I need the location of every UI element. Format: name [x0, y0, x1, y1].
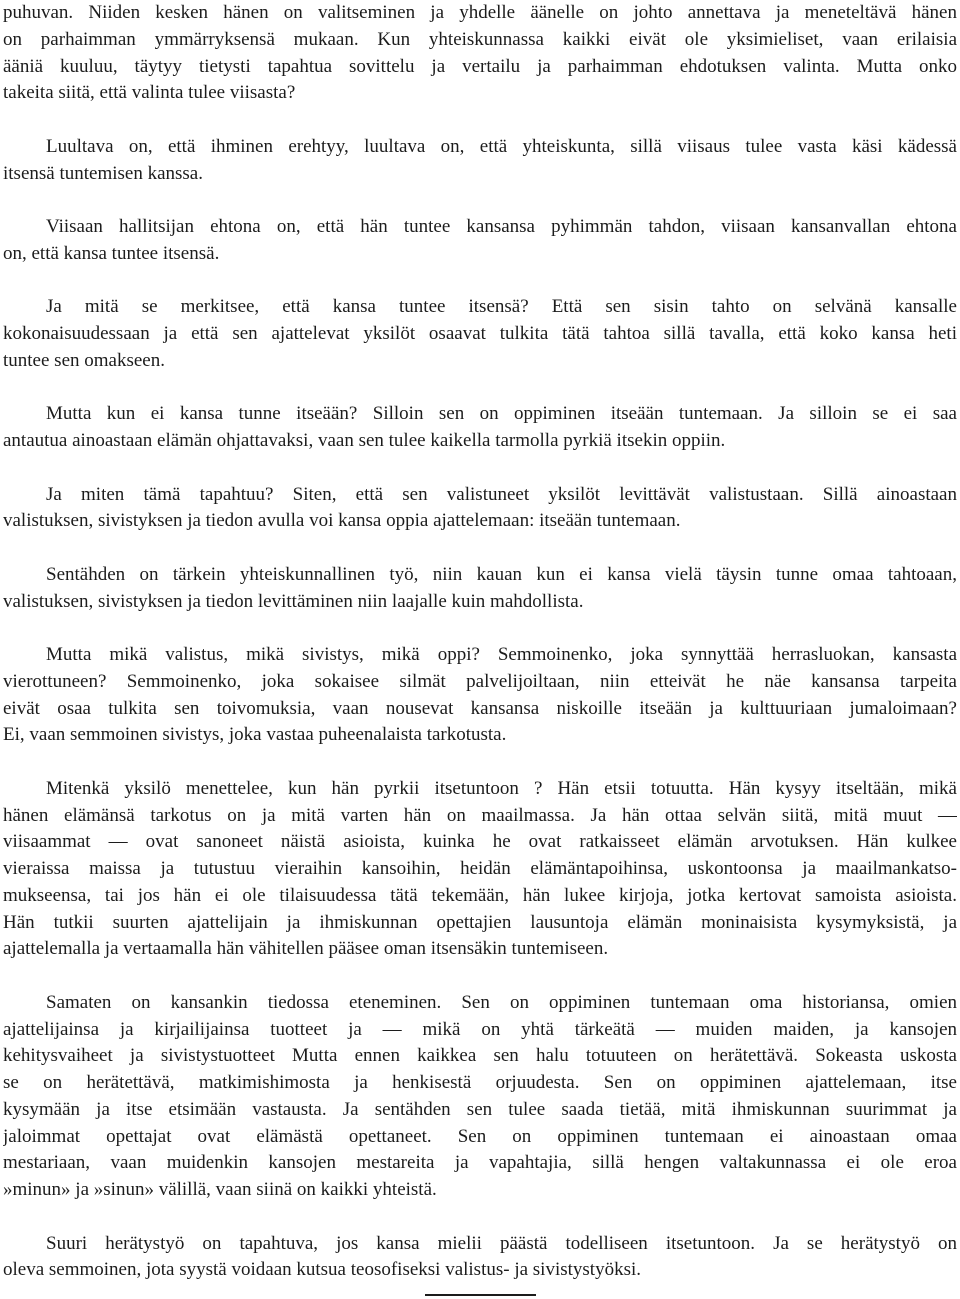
paragraph — [3, 134, 957, 188]
text-line: hänen elämänsä tarkotus on ja mitä varten hän on maailmassa. Ja hän ottaa selvän siitä, mitä muut — — [3, 804, 957, 826]
text-line: Ei, vaan semmoinen sivistys, joka vastaa puheenalaista tarkotusta. — [3, 724, 507, 746]
text-line: »minun» ja »sinun» välillä, vaan siinä on kaikki yhteistä. — [3, 1179, 437, 1200]
paragraph — [3, 642, 957, 749]
text-line: on, että kansa tuntee itsensä. — [3, 242, 220, 264]
paragraph — [3, 776, 957, 963]
text-line: Viisaan hallitsijan ehtona on, että hän tuntee kansansa pyhimmän tahdon, viisaan kansanvallan ehtona — [46, 216, 957, 237]
paragraph — [3, 482, 957, 536]
text-line: Luultava on, että ihminen erehtyy, luultava on, että yhteiskunta, sillä viisaus tulee vasta käsi kädessä — [46, 135, 957, 157]
paragraph — [3, 562, 957, 616]
text-line: itsensä tuntemisen kanssa. — [3, 162, 203, 184]
text-line: antautua ainoastaan elämän ohjattavaksi, vaan sen tulee kaikella tarmolla pyrkiä itsekin oppiin. — [3, 430, 726, 451]
separator-rule — [425, 1294, 536, 1296]
text-line: tuntee sen omakseen. — [3, 349, 165, 371]
text-line: ajattelemalla ja vertaamalla hän vähitellen pääsee oman itsensäkin tuntemiseen. — [3, 938, 609, 960]
text-line: Ja mitä se merkitsee, että kansa tuntee itsensä? Että sen sisin tahto on selvänä kansalle — [46, 296, 957, 318]
text-line: Mitenkä yksilö menettelee, kun hän pyrkii itsetuntoon ? Hän etsii totuutta. Hän kysyy itseltään, mikä — [46, 777, 957, 799]
text-line: Mutta mikä valistus, mikä sivistys, mikä oppi? Semmoinenko, joka synnyttää herrasluokan, kansasta — [46, 644, 957, 665]
text-line: kehitysvaiheet ja sivistystuotteet Mutta ennen kaikkea sen halu totuuteen on herätettävä. Sokeasta uskosta — [3, 1045, 957, 1067]
text-line: jaloimmat opettajat ovat elämästä opettaneet. Sen on oppiminen tuntemaan ei ainoastaan omaa — [3, 1125, 957, 1147]
text-line: vierottuneen? Semmoinenko, joka sokaisee silmät palvelijoiltaan, niin etteivät he näe kansansa tarpeita — [3, 670, 957, 692]
text-line: valistuksen, sivistyksen ja tiedon avulla voi kansa oppia ajattelemaan: itseään tuntemaan. — [3, 510, 681, 532]
text-line: ääniä kuuluu, täytyy tietysti tapahtua sovittelu ja vertailu ja parhaimman ehdotuksen valinta. Mutta onko — [3, 55, 957, 77]
document-body — [3, 0, 957, 1284]
text-line: ajattelijainsa ja kirjailijainsa tuotteet ja — mikä on yhtä tärkeätä — muiden maiden, ja kansojen — [3, 1018, 957, 1040]
text-line: mestariaan, vaan muidenkin kansojen mestareita ja vapahtajia, sillä hengen valtakunnassa ei ole eroa — [3, 1152, 957, 1174]
text-line: Mutta kun ei kansa tunne itseään? Silloin sen on oppiminen itseään tuntemaan. Ja silloin se ei saa — [46, 403, 957, 425]
paragraph — [3, 214, 957, 268]
text-line: kokonaisuudessaan ja että sen ajattelevat yksilöt osaavat tulkita tätä tahtoa sillä tavalla, että koko kansa heti — [3, 323, 957, 344]
paragraph — [3, 401, 957, 455]
text-line: vieraissa maissa ja tutustuu vieraihin kansoihin, heidän elämäntapoihinsa, uskontoonsa ja maailmankatso- — [3, 858, 957, 879]
text-line: Hän tutkii suurten ajattelijain ja ihmiskunnan opettajien lausuntoja elämän moninaisista kysymyksistä, ja — [3, 911, 957, 933]
paragraph — [3, 990, 957, 1204]
text-line: viisaammat — ovat sanoneet näistä asioista, kuinka he ovat ratkaisseet elämän arvotuksen. Hän kulkee — [3, 831, 957, 853]
text-line: puhuvan. Niiden kesken hänen on valitseminen ja yhdelle äänelle on johto annettava ja meneteltävä hänen — [3, 2, 957, 23]
paragraph — [3, 0, 957, 107]
text-line: valistuksen, sivistyksen ja tiedon levittäminen niin laajalle kuin mahdollista. — [3, 590, 584, 612]
text-line: Ja miten tämä tapahtuu? Siten, että sen valistuneet yksilöt levittävät valistustaan. Sillä ainoastaan — [46, 483, 957, 505]
text-line: eivät osaa tulkita sen toivomuksia, vaan nousevat kansansa niskoille itseään ja kulttuuriaan jumaloimaan? — [3, 697, 957, 719]
text-line: on parhaimman ymmärryksensä mukaan. Kun yhteiskunnassa kaikki eivät ole yksimieliset, vaan erilaisia — [3, 28, 957, 50]
text-line: takeita siitä, että valinta tulee viisasta? — [3, 82, 296, 104]
text-line: Samaten on kansankin tiedossa eteneminen. Sen on oppiminen tuntemaan oma historiansa, omien — [46, 991, 957, 1013]
paragraph — [3, 294, 957, 374]
text-line: se on herätettävä, matkimishimosta ja henkisestä orjuudesta. Sen on oppiminen ajattelemaan, itse — [3, 1072, 957, 1093]
text-line: mukseensa, tai jos hän ei ole tilaisuudessa tätä tekemään, hän lukee kirjoja, jotka kertovat samoista asioista. — [3, 884, 957, 906]
text-line: Suuri herätystyö on tapahtuva, jos kansa mielii päästä todelliseen itsetuntoon. Ja se herätystyö on — [46, 1232, 957, 1254]
text-line: Sentähden on tärkein yhteiskunnallinen työ, niin kauan kun ei kansa vielä täysin tunne omaa tahtoaan, — [46, 563, 957, 585]
text-line: oleva semmoinen, jota syystä voidaan kutsua teosofiseksi valistus- ja sivistystyöksi. — [3, 1259, 642, 1281]
paragraph — [3, 1231, 957, 1285]
text-line: kysymään ja itse etsimään vastausta. Ja sentähden sen tulee saada tietää, mitä ihmiskunnan suurimmat ja — [3, 1098, 957, 1120]
